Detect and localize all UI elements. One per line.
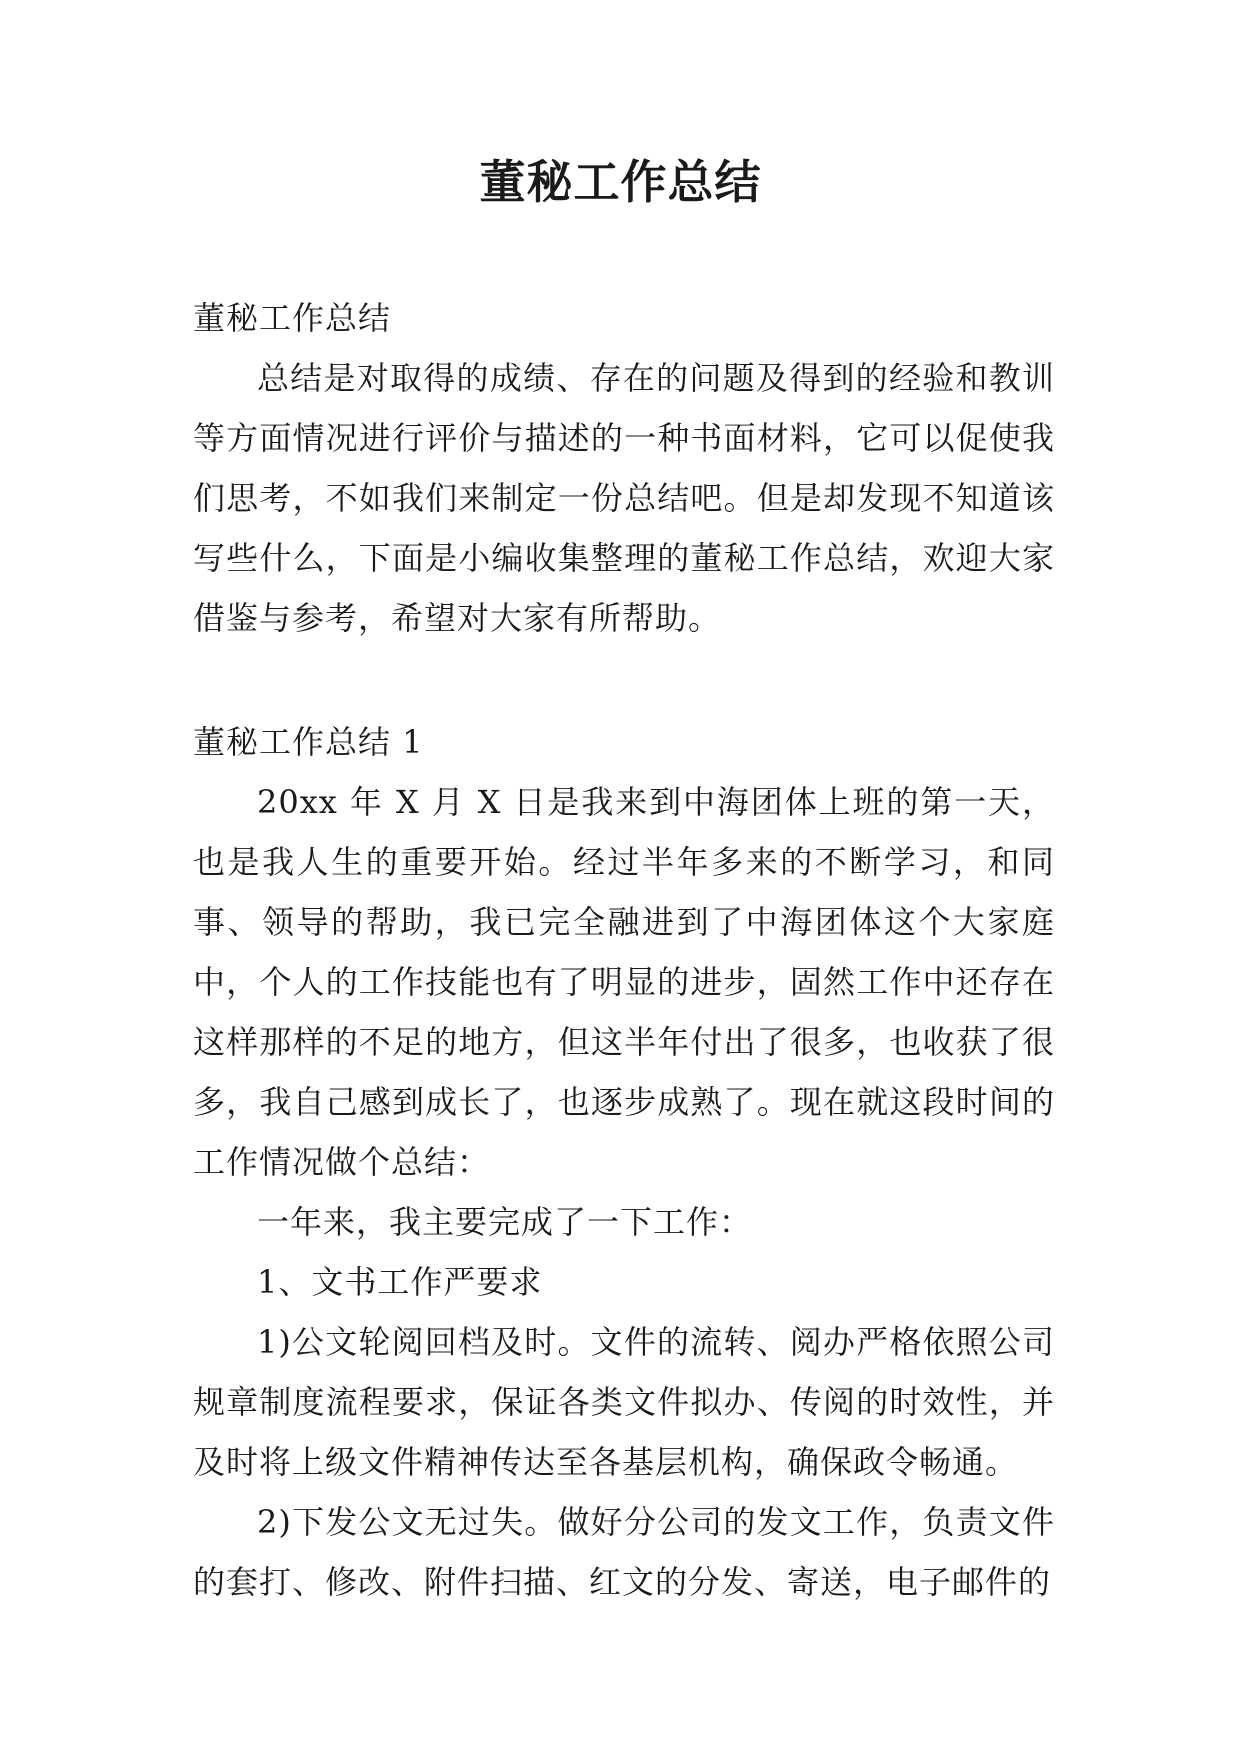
section-heading: 董秘工作总结 1 bbox=[193, 723, 424, 761]
document-body bbox=[193, 288, 1055, 1612]
body-paragraph: 20xx 年 X 月 X 日是我来到中海团体上班的第一天，也是我人生的重要开始。经过半年多来的不断学习，和同事、领导的帮助，我已完全融进到了中海团体这个大家庭中，个人的工作技能也有了明显的进步，固然工作中还存在这样那样的不足的地方，但这半年付出了很多，也收获了很多，我自己感到成长了，也逐步成熟了。现在就这段时间的工作情况做个总结： bbox=[193, 783, 1055, 1181]
document-title: 董秘工作总结 bbox=[479, 155, 762, 209]
intro-heading: 董秘工作总结 bbox=[193, 299, 392, 337]
section-spacer bbox=[193, 648, 1055, 712]
intro-paragraph: 总结是对取得的成绩、存在的问题及得到的经验和教训等方面情况进行评价与描述的一种书面材料，它可以促使我们思考，不如我们来制定一份总结吧。但是却发现不知道该写些什么，下面是小编收集整理的董秘工作总结，欢迎大家借鉴与参考，希望对大家有所帮助。 bbox=[193, 359, 1055, 637]
list-item-paragraph: 1)公文轮阅回档及时。文件的流转、阅办严格依照公司规章制度流程要求，保证各类文件拟办、传阅的时效性，并及时将上级文件精神传达至各基层机构，确保政令畅通。 bbox=[193, 1323, 1055, 1481]
list-item-paragraph: 2)下发公文无过失。做好分公司的发文工作，负责文件的套打、修改、附件扫描、红文的分发、寄送，电子邮件的 bbox=[193, 1503, 1055, 1601]
list-item-heading: 1、文书工作严要求 bbox=[257, 1263, 543, 1301]
body-paragraph: 一年来，我主要完成了一下工作： bbox=[257, 1203, 753, 1241]
